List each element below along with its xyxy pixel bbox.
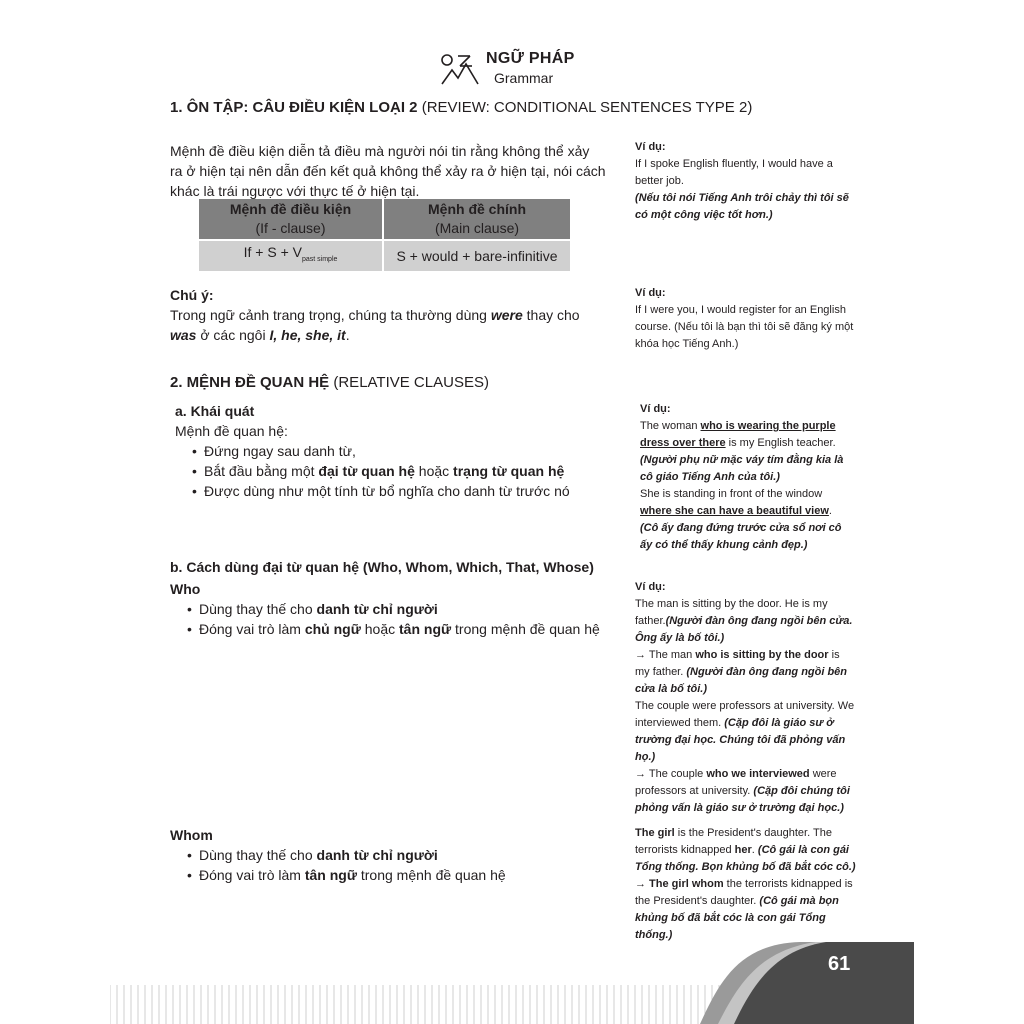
conditional-table	[197, 197, 572, 273]
section2a-list	[192, 441, 615, 501]
page-title: NGỮ PHÁP	[486, 50, 575, 67]
list-item: • Đứng ngay sau danh từ,	[192, 441, 615, 461]
list-item: • Được dùng như một tính từ bổ nghĩa cho danh từ trước nó	[192, 481, 615, 501]
example-conditional-1: Ví dụ: If I spoke English fluently, I would have a better job. (Nếu tôi nói Tiếng Anh trôi chảy thì tôi sẽ có một công việc tốt hơn.)	[635, 141, 849, 221]
section1-intro: Mệnh đề điều kiện diễn tả điều mà người nói tin rằng không thể xảy ra ở hiện tại nên dẫn đến kết quả không thể xảy ra ở hiện tại, nói cách khác là trái ngược với thực tế ở hiện tại.	[170, 143, 606, 199]
section2b-title: b. Cách dùng đại từ quan hệ (Who, Whom, Which, That, Whose)	[170, 559, 594, 575]
example-relative-1: Ví dụ: The woman who is wearing the purple dress over there is my English teacher. (Người phụ nữ mặc váy tím đằng kia là cô giáo Tiếng Anh của tôi.) She is standing in front of the window where she can have a beautiful view. (Cô ấy đang đứng trước cửa sổ nơi cô ấy có thể thấy khung cảnh đẹp.)	[640, 403, 844, 551]
who-list	[187, 599, 620, 639]
example-who: Ví dụ: The man is sitting by the door. He is my father.(Người đàn ông đang ngồi bên cửa. Ông ấy là bố tôi.) → The man who is sitting by the door is my father. (Người đàn ông đang ngồi bên cửa là bố tôi.) The couple were professors at university. We interviewed them. (Cặp đôi là giáo sư ở trường đại học. Chúng tôi đã phỏng vấn họ.) → The couple who we interviewed were professors at university. (Cặp đôi chúng tôi phỏng vấn là giáo sư ở trường đại học.)	[635, 581, 855, 814]
page-header	[440, 46, 640, 92]
list-item: • Đóng vai trò làm chủ ngữ hoặc tân ngữ trong mệnh đề quan hệ	[187, 619, 620, 639]
list-item: • Dùng thay thế cho danh từ chỉ người	[187, 845, 620, 865]
list-item: • Đóng vai trò làm tân ngữ trong mệnh đề quan hệ	[187, 865, 620, 885]
table-cell-if-formula: $If + S + V_{past simple}$	[199, 241, 382, 271]
page-number-tab	[690, 940, 914, 1024]
section2-heading: 2. MỆNH ĐỀ QUAN HỆ (RELATIVE CLAUSES)	[170, 374, 489, 391]
who-block: Who • Dùng thay thế cho danh từ chỉ người • Đóng vai trò làm chủ ngữ hoặc tân ngữ trong mệnh đề quan hệ	[170, 579, 620, 639]
page-subtitle: Grammar	[494, 70, 554, 86]
table-header-if-clause: Mệnh đề điều kiện (If - clause)	[199, 199, 382, 239]
section2a: a. Khái quát Mệnh đề quan hệ: • Đứng ngay sau danh từ, • Bắt đầu bằng một đại từ quan hệ hoặc trạng từ quan hệ • Được dùng như một tính từ bổ nghĩa cho danh từ trước nó	[175, 401, 615, 501]
section1-heading: 1. ÔN TẬP: CÂU ĐIỀU KIỆN LOẠI 2 (REVIEW: CONDITIONAL SENTENCES TYPE 2)	[170, 99, 753, 116]
example-conditional-2: Ví dụ: If I were you, I would register for an English course. (Nếu tôi là bạn thì tôi sẽ đăng ký một khóa học Tiếng Anh.)	[635, 287, 854, 350]
footer-line-pattern	[110, 985, 730, 1024]
example-whom: The girl is the President's daughter. The terrorists kidnapped her. (Cô gái là con gái Tổng thống. Bọn khủng bố đã bắt cóc cô.) → The girl whom the terrorists kidnapped is the President's daughter. (Cô gái mà bọn khủng bố đã bắt cóc là con gái Tổng thống.)	[635, 827, 856, 941]
whom-list	[187, 845, 620, 885]
table-cell-main-formula: S + would + bare-infinitive	[384, 241, 570, 271]
list-item: • Dùng thay thế cho danh từ chỉ người	[187, 599, 620, 619]
grammar-abc-icon	[440, 52, 480, 86]
whom-block: Whom • Dùng thay thế cho danh từ chỉ người • Đóng vai trò làm tân ngữ trong mệnh đề quan hệ	[170, 825, 620, 885]
page-number: 61	[828, 953, 851, 975]
table-header-main-clause: Mệnh đề chính (Main clause)	[384, 199, 570, 239]
list-item: • Bắt đầu bằng một đại từ quan hệ hoặc trạng từ quan hệ	[192, 461, 615, 481]
section1-note: Chú ý: Trong ngữ cảnh trang trọng, chúng ta thường dùng were thay cho was ở các ngôi I, he, she, it.	[170, 287, 580, 343]
